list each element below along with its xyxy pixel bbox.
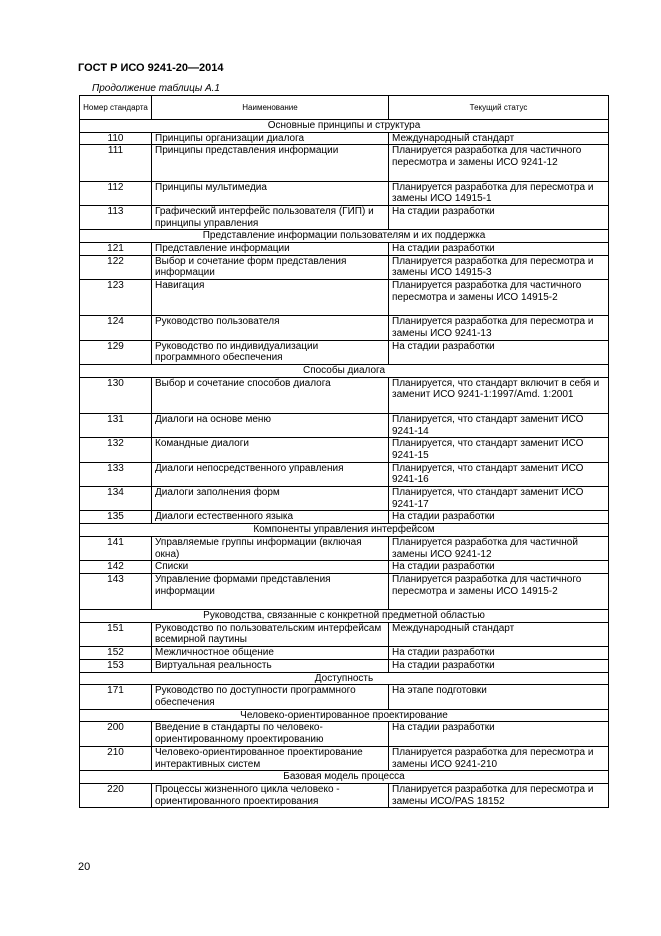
table-header-row bbox=[80, 96, 609, 120]
standard-status-cell: Планируется разработка для частичного пересмотра и замены ИСО 9241-12 bbox=[389, 145, 609, 181]
standard-number-cell: 112 bbox=[80, 181, 152, 205]
standard-name-cell: Графический интерфейс пользователя (ГИП) и принципы управления bbox=[152, 205, 389, 229]
section-row bbox=[80, 120, 609, 133]
standard-number-cell: 111 bbox=[80, 145, 152, 181]
standard-name-cell: Представление информации bbox=[152, 243, 389, 256]
table-row bbox=[80, 181, 609, 205]
standard-name-cell: Диалоги на основе меню bbox=[152, 413, 389, 437]
standard-status-cell: Планируется разработка для пересмотра и замены ИСО/PAS 18152 bbox=[389, 783, 609, 807]
standard-number-cell: 153 bbox=[80, 659, 152, 672]
table-row bbox=[80, 783, 609, 807]
table-row bbox=[80, 536, 609, 560]
standard-status-cell: На стадии разработки bbox=[389, 340, 609, 364]
standard-number-cell: 130 bbox=[80, 377, 152, 413]
table-row bbox=[80, 573, 609, 609]
standard-status-cell: На стадии разработки bbox=[389, 659, 609, 672]
table-row bbox=[80, 511, 609, 524]
table-row bbox=[80, 561, 609, 574]
standard-status-cell: Планируется, что стандарт заменит ИСО 9241-17 bbox=[389, 487, 609, 511]
section-title: Человеко-ориентированное проектирование bbox=[80, 709, 609, 722]
standard-status-cell: На стадии разработки bbox=[389, 647, 609, 660]
standard-number-cell: 141 bbox=[80, 536, 152, 560]
table-body bbox=[80, 120, 609, 808]
table-row bbox=[80, 722, 609, 746]
standard-number-cell: 152 bbox=[80, 647, 152, 660]
table-row bbox=[80, 377, 609, 413]
table-row bbox=[80, 685, 609, 709]
standard-status-cell: Планируется разработка для частичной замены ИСО 9241-12 bbox=[389, 536, 609, 560]
standard-status-cell: На стадии разработки bbox=[389, 722, 609, 746]
standard-name-cell: Принципы мультимедиа bbox=[152, 181, 389, 205]
section-title: Способы диалога bbox=[80, 365, 609, 378]
table-row bbox=[80, 205, 609, 229]
standard-number-cell: 122 bbox=[80, 255, 152, 279]
standard-number-cell: 132 bbox=[80, 438, 152, 462]
section-title: Компоненты управления интерфейсом bbox=[80, 524, 609, 537]
table-row bbox=[80, 647, 609, 660]
standard-name-cell: Диалоги заполнения форм bbox=[152, 487, 389, 511]
standard-status-cell: Международный стандарт bbox=[389, 622, 609, 646]
section-row bbox=[80, 524, 609, 537]
standard-name-cell: Диалоги непосредственного управления bbox=[152, 462, 389, 486]
standard-number-cell: 129 bbox=[80, 340, 152, 364]
standard-name-cell: Диалоги естественного языка bbox=[152, 511, 389, 524]
standard-name-cell: Списки bbox=[152, 561, 389, 574]
table-row bbox=[80, 340, 609, 364]
table-row bbox=[80, 316, 609, 340]
section-row bbox=[80, 672, 609, 685]
standard-number-cell: 124 bbox=[80, 316, 152, 340]
standard-name-cell: Руководство пользователя bbox=[152, 316, 389, 340]
standard-number-cell: 135 bbox=[80, 511, 152, 524]
standard-status-cell: Планируется разработка для частичного пересмотра и замены ИСО 14915-2 bbox=[389, 573, 609, 609]
standard-number-cell: 123 bbox=[80, 280, 152, 316]
table-row bbox=[80, 243, 609, 256]
column-header-number: Номер стандарта bbox=[80, 96, 152, 120]
standard-name-cell: Принципы организации диалога bbox=[152, 132, 389, 145]
section-title: Руководства, связанные с конкретной предметной областью bbox=[80, 610, 609, 623]
section-row bbox=[80, 230, 609, 243]
table-row bbox=[80, 438, 609, 462]
standard-name-cell: Выбор и сочетание способов диалога bbox=[152, 377, 389, 413]
section-title: Основные принципы и структура bbox=[80, 120, 609, 133]
section-row bbox=[80, 709, 609, 722]
standard-number-cell: 143 bbox=[80, 573, 152, 609]
table-row bbox=[80, 255, 609, 279]
table-row bbox=[80, 487, 609, 511]
standard-status-cell: Планируется разработка для пересмотра и замены ИСО 14915-3 bbox=[389, 255, 609, 279]
table-row bbox=[80, 462, 609, 486]
standard-name-cell: Руководство по пользовательским интерфейсам всемирной паутины bbox=[152, 622, 389, 646]
standard-name-cell: Выбор и сочетание форм представления информации bbox=[152, 255, 389, 279]
standard-name-cell: Виртуальная реальность bbox=[152, 659, 389, 672]
column-header-status: Текущий статус bbox=[389, 96, 609, 120]
table-row bbox=[80, 746, 609, 770]
standard-name-cell: Процессы жизненного цикла человеко - ориентированного проектирования bbox=[152, 783, 389, 807]
table-row bbox=[80, 280, 609, 316]
standard-name-cell: Управляемые группы информации (включая окна) bbox=[152, 536, 389, 560]
standard-status-cell: На стадии разработки bbox=[389, 205, 609, 229]
standard-name-cell: Командные диалоги bbox=[152, 438, 389, 462]
standard-name-cell: Управление формами представления информации bbox=[152, 573, 389, 609]
standard-number-cell: 133 bbox=[80, 462, 152, 486]
document-header: ГОСТ Р ИСО 9241-20—2014 bbox=[78, 62, 224, 74]
standard-number-cell: 220 bbox=[80, 783, 152, 807]
standard-number-cell: 110 bbox=[80, 132, 152, 145]
standard-status-cell: На этапе подготовки bbox=[389, 685, 609, 709]
table-row bbox=[80, 145, 609, 181]
table-row bbox=[80, 659, 609, 672]
standard-name-cell: Руководство по доступности программного обеспечения bbox=[152, 685, 389, 709]
standard-number-cell: 200 bbox=[80, 722, 152, 746]
section-row bbox=[80, 771, 609, 784]
section-title: Доступность bbox=[80, 672, 609, 685]
standard-status-cell: Планируется, что стандарт включит в себя и заменит ИСО 9241-1:1997/Amd. 1:2001 bbox=[389, 377, 609, 413]
section-row bbox=[80, 365, 609, 378]
standard-number-cell: 134 bbox=[80, 487, 152, 511]
standard-status-cell: Планируется, что стандарт заменит ИСО 9241-14 bbox=[389, 413, 609, 437]
standard-status-cell: На стадии разработки bbox=[389, 243, 609, 256]
standard-name-cell: Руководство по индивидуализации программного обеспечения bbox=[152, 340, 389, 364]
standard-status-cell: На стадии разработки bbox=[389, 511, 609, 524]
standard-status-cell: Международный стандарт bbox=[389, 132, 609, 145]
standard-status-cell: Планируется разработка для пересмотра и замены ИСО 14915-1 bbox=[389, 181, 609, 205]
standard-status-cell: На стадии разработки bbox=[389, 561, 609, 574]
standard-number-cell: 171 bbox=[80, 685, 152, 709]
page-number: 20 bbox=[78, 861, 91, 873]
standard-number-cell: 142 bbox=[80, 561, 152, 574]
standard-status-cell: Планируется, что стандарт заменит ИСО 9241-16 bbox=[389, 462, 609, 486]
standard-number-cell: 131 bbox=[80, 413, 152, 437]
standard-name-cell: Межличностное общение bbox=[152, 647, 389, 660]
table-row bbox=[80, 132, 609, 145]
standard-name-cell: Введение в стандарты по человеко-ориентированному проектированию bbox=[152, 722, 389, 746]
standard-status-cell: Планируется разработка для пересмотра и замены ИСО 9241-210 bbox=[389, 746, 609, 770]
standard-status-cell: Планируется разработка для пересмотра и замены ИСО 9241-13 bbox=[389, 316, 609, 340]
section-title: Представление информации пользователям и их поддержка bbox=[80, 230, 609, 243]
standards-table bbox=[79, 95, 609, 808]
standard-name-cell: Человеко-ориентированное проектирование интерактивных систем bbox=[152, 746, 389, 770]
standard-number-cell: 210 bbox=[80, 746, 152, 770]
standard-name-cell: Навигация bbox=[152, 280, 389, 316]
standard-number-cell: 121 bbox=[80, 243, 152, 256]
table-row bbox=[80, 622, 609, 646]
standard-number-cell: 113 bbox=[80, 205, 152, 229]
column-header-name: Наименование bbox=[152, 96, 389, 120]
standard-status-cell: Планируется разработка для частичного пересмотра и замены ИСО 14915-2 bbox=[389, 280, 609, 316]
section-title: Базовая модель процесса bbox=[80, 771, 609, 784]
section-row bbox=[80, 610, 609, 623]
standard-status-cell: Планируется, что стандарт заменит ИСО 9241-15 bbox=[389, 438, 609, 462]
table-caption: Продолжение таблицы А.1 bbox=[92, 83, 220, 94]
standard-name-cell: Принципы представления информации bbox=[152, 145, 389, 181]
standard-number-cell: 151 bbox=[80, 622, 152, 646]
table-row bbox=[80, 413, 609, 437]
